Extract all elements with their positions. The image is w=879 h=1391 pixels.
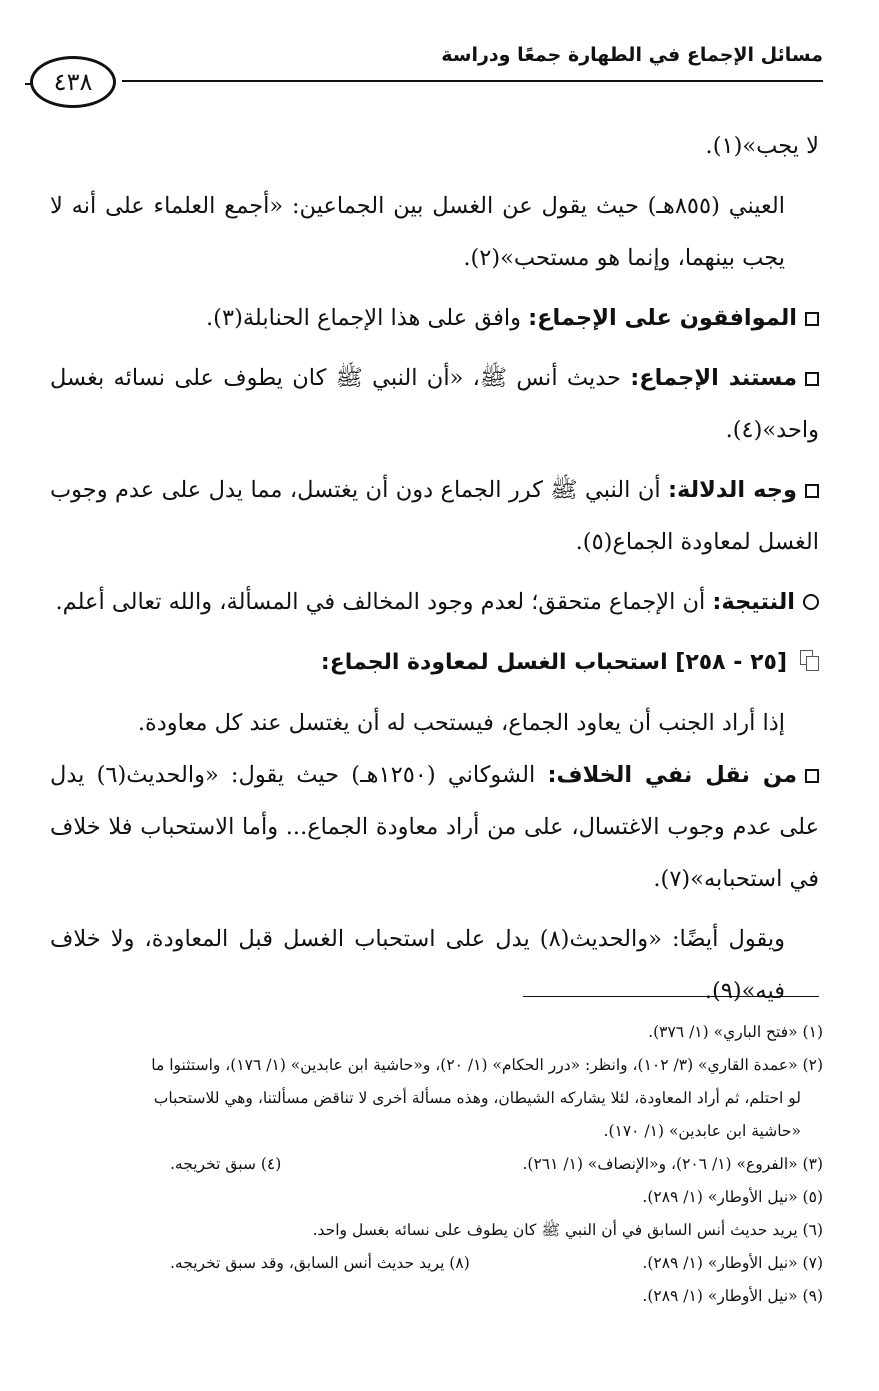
paragraph-continuation: لا يجب»(١). — [705, 133, 819, 159]
paragraph-text: الشوكاني (١٢٥٠هـ) حيث يقول: «والحديث(٦) يدل على عدم وجوب الاغتسال، على من أراد معاودة الجماع... وأما الاستحباب فلا خلاف في استحبابه»(٧). — [50, 762, 819, 892]
paragraph-text: أن النبي ﷺ كرر الجماع دون أن يغتسل، مما يدل على عدم وجوب الغسل لمعاودة الجماع(٥). — [50, 477, 819, 555]
paragraph-agreeing — [50, 292, 819, 344]
footnote-6: (٦) يريد حديث أنس السابق في أن النبي ﷺ كان يطوف على نسائه بغسل واحد. — [312, 1221, 823, 1239]
page-number-badge: ٤٣٨ — [30, 56, 116, 108]
paragraph-text: وافق على هذا الإجماع الحنابلة(٣). — [206, 305, 529, 331]
square-bullet-icon — [805, 312, 819, 326]
footnotes — [50, 1016, 823, 1313]
footnote-4: (٤) سبق تخريجه. — [170, 1155, 282, 1173]
paragraph-label: مستند الإجماع: — [630, 365, 798, 391]
paragraph-rule: إذا أراد الجنب أن يعاود الجماع، فيستحب له أن يغتسل عند كل معاودة. — [137, 710, 785, 736]
paragraph-aini-quote: العيني (٨٥٥هـ) حيث يقول عن الغسل بين الجماعين: «أجمع العلماء على أنه لا يجب بينهما، وإنما هو مستحب»(٢). — [50, 193, 785, 271]
running-header-title: مسائل الإجماع في الطهارة جمعًا ودراسة — [441, 44, 823, 66]
footnote-2-continuation: «حاشية ابن عابدين» (١/ ١٧٠). — [603, 1122, 801, 1140]
paragraph-label: الموافقون على الإجماع: — [528, 305, 797, 331]
main-text — [50, 120, 819, 1017]
circle-bullet-icon — [803, 594, 819, 610]
footnote-1: (١) «فتح الباري» (١/ ٣٧٦). — [648, 1023, 823, 1041]
paragraph-result — [50, 576, 819, 628]
paragraph-basis — [50, 352, 819, 456]
footnote-8: (٨) يريد حديث أنس السابق، وقد سبق تخريجه. — [170, 1254, 470, 1272]
section-heading — [50, 636, 819, 689]
paragraph-label: وجه الدلالة: — [668, 477, 797, 503]
footnote-7: (٧) «نيل الأوطار» (١/ ٢٨٩). — [642, 1254, 823, 1272]
paragraph-evidence — [50, 464, 819, 568]
footnote-3: (٣) «الفروع» (١/ ٢٠٦)، و«الإنصاف» (١/ ٢٦١). — [522, 1155, 823, 1173]
footnote-rule — [523, 996, 819, 997]
header-rule — [122, 80, 823, 82]
square-bullet-icon — [805, 372, 819, 386]
footnote-2: (٢) «عمدة القاري» (٣/ ١٠٢)، وانظر: «درر الحكام» (١/ ٢٠)، و«حاشية ابن عابدين» (١/ ١٧٦)، واستثنوا ما — [151, 1056, 823, 1074]
paragraph-text: حديث أنس ﷺ، «أن النبي ﷺ كان يطوف على نسائه بغسل واحد»(٤). — [50, 365, 819, 443]
paragraph-text: أن الإجماع متحقق؛ لعدم وجود المخالف في المسألة، والله تعالى أعلم. — [55, 589, 713, 615]
section-heading-text: [٢٥ - ٢٥٨] استحباب الغسل لمعاودة الجماع: — [320, 650, 787, 675]
documents-icon — [799, 650, 819, 672]
footnote-5: (٥) «نيل الأوطار» (١/ ٢٨٩). — [642, 1188, 823, 1206]
footnote-row — [50, 1247, 823, 1280]
footnote-2-continuation: لو احتلم، ثم أراد المعاودة، لئلا يشاركه الشيطان، وهذه مسألة أخرى لا تناقض مسألتنا، وهي للاستحباب — [153, 1089, 801, 1107]
square-bullet-icon — [805, 484, 819, 498]
paragraph-also-says: ويقول أيضًا: «والحديث(٨) يدل على استحباب الغسل قبل المعاودة، ولا خلاف فيه»(٩). — [50, 926, 786, 1004]
paragraph-label: النتيجة: — [712, 589, 795, 615]
footnote-9: (٩) «نيل الأوطار» (١/ ٢٨٩). — [642, 1287, 823, 1305]
paragraph-no-dispute — [50, 749, 819, 905]
square-bullet-icon — [805, 769, 819, 783]
footnote-row — [50, 1148, 823, 1181]
paragraph-label: من نقل نفي الخلاف: — [547, 762, 798, 788]
